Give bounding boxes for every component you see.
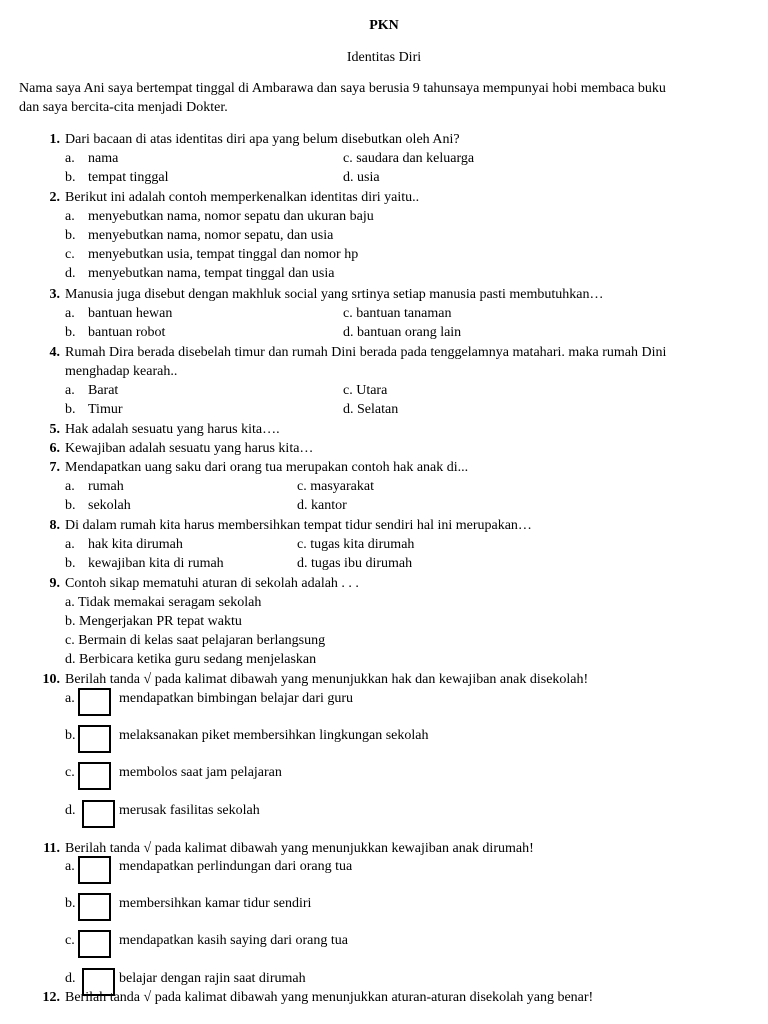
question-11-option-letter-3: d. bbox=[65, 971, 76, 986]
question-number-5: 5. bbox=[49, 422, 60, 437]
question-7-option-0: rumah bbox=[88, 479, 124, 494]
question-number-3: 3. bbox=[49, 287, 60, 302]
question-10-text: Berilah tanda √ pada kalimat dibawah yang menunjukkan hak dan kewajiban anak disekolah! bbox=[65, 672, 589, 687]
question-10-checkbox-0[interactable] bbox=[78, 688, 111, 716]
question-2-option-letter-2: c. bbox=[65, 247, 75, 262]
question-3-option-letter-1: b. bbox=[65, 325, 76, 340]
question-10-option-letter-3: d. bbox=[65, 803, 76, 818]
intro-line-2: dan saya bercita-cita menjadi Dokter. bbox=[19, 100, 228, 115]
question-9-option-3: d. Berbicara ketika guru sedang menjelaskan bbox=[65, 652, 317, 667]
question-11-option-0: mendapatkan perlindungan dari orang tua bbox=[119, 859, 353, 874]
question-8-option-letter-1: b. bbox=[65, 556, 76, 571]
page-title: PKN bbox=[369, 18, 399, 33]
question-4-option-2: c. Utara bbox=[343, 383, 388, 398]
question-3-option-2: c. bantuan tanaman bbox=[343, 306, 452, 321]
question-number-1: 1. bbox=[49, 132, 60, 147]
question-5-text: Hak adalah sesuatu yang harus kita…. bbox=[65, 422, 280, 437]
question-4-text: Rumah Dira berada disebelah timur dan rumah Dini berada pada tenggelamnya matahari. maka rumah Dini bbox=[65, 345, 667, 360]
question-number-10: 10. bbox=[42, 672, 60, 687]
question-3-text: Manusia juga disebut dengan makhluk social yang srtinya setiap manusia pasti membutuhkan… bbox=[65, 287, 604, 302]
question-number-7: 7. bbox=[49, 460, 60, 475]
question-10-option-0: mendapatkan bimbingan belajar dari guru bbox=[119, 691, 354, 706]
question-4-option-letter-0: a. bbox=[65, 383, 75, 398]
question-9-text: Contoh sikap mematuhi aturan di sekolah adalah . . . bbox=[65, 576, 359, 591]
question-7-option-letter-0: a. bbox=[65, 479, 75, 494]
question-11-checkbox-0[interactable] bbox=[78, 856, 111, 884]
question-1-text: Dari bacaan di atas identitas diri apa yang belum disebutkan oleh Ani? bbox=[65, 132, 460, 147]
question-2-option-letter-3: d. bbox=[65, 266, 76, 281]
question-number-4: 4. bbox=[49, 345, 60, 360]
question-11-option-3: belajar dengan rajin saat dirumah bbox=[119, 971, 306, 986]
page-subtitle: Identitas Diri bbox=[346, 50, 422, 65]
question-number-12: 12. bbox=[42, 990, 60, 1005]
question-1-option-letter-1: b. bbox=[65, 170, 76, 185]
question-10-option-3: merusak fasilitas sekolah bbox=[119, 803, 260, 818]
question-2-option-1: menyebutkan nama, nomor sepatu, dan usia bbox=[88, 228, 334, 243]
question-2-option-0: menyebutkan nama, nomor sepatu dan ukuran baju bbox=[88, 209, 374, 224]
question-number-2: 2. bbox=[49, 190, 60, 205]
question-8-option-letter-0: a. bbox=[65, 537, 75, 552]
question-4-option-0: Barat bbox=[88, 383, 119, 398]
question-1-option-1: tempat tinggal bbox=[88, 170, 169, 185]
question-4-text-line-2: menghadap kearah.. bbox=[65, 364, 178, 379]
question-8-text: Di dalam rumah kita harus membersihkan tempat tidur sendiri hal ini merupakan… bbox=[65, 518, 532, 533]
question-7-option-letter-1: b. bbox=[65, 498, 76, 513]
question-number-8: 8. bbox=[49, 518, 60, 533]
question-9-option-0: a. Tidak memakai seragam sekolah bbox=[65, 595, 262, 610]
question-10-option-letter-1: b. bbox=[65, 728, 76, 743]
question-7-option-3: d. kantor bbox=[297, 498, 347, 513]
question-7-option-1: sekolah bbox=[88, 498, 131, 513]
question-9-option-2: c. Bermain di kelas saat pelajaran berlangsung bbox=[65, 633, 326, 648]
question-10-checkbox-2[interactable] bbox=[78, 762, 111, 790]
question-10-option-letter-2: c. bbox=[65, 765, 75, 780]
question-8-option-3: d. tugas ibu dirumah bbox=[297, 556, 413, 571]
question-10-option-1: melaksanakan piket membersihkan lingkungan sekolah bbox=[119, 728, 429, 743]
question-11-checkbox-1[interactable] bbox=[78, 893, 111, 921]
question-2-option-letter-0: a. bbox=[65, 209, 75, 224]
question-4-option-letter-1: b. bbox=[65, 402, 76, 417]
question-8-option-2: c. tugas kita dirumah bbox=[297, 537, 415, 552]
question-11-option-letter-0: a. bbox=[65, 859, 75, 874]
question-8-option-1: kewajiban kita di rumah bbox=[88, 556, 224, 571]
question-10-checkbox-3[interactable] bbox=[82, 800, 115, 828]
question-7-text: Mendapatkan uang saku dari orang tua merupakan contoh hak anak di... bbox=[65, 460, 469, 475]
question-3-option-3: d. bantuan orang lain bbox=[343, 325, 462, 340]
question-1-option-letter-0: a. bbox=[65, 151, 75, 166]
question-1-option-0: nama bbox=[88, 151, 119, 166]
question-3-option-letter-0: a. bbox=[65, 306, 75, 321]
question-11-option-2: mendapatkan kasih saying dari orang tua bbox=[119, 933, 348, 948]
question-8-option-0: hak kita dirumah bbox=[88, 537, 183, 552]
question-3-option-0: bantuan hewan bbox=[88, 306, 173, 321]
question-11-option-letter-1: b. bbox=[65, 896, 76, 911]
question-10-checkbox-1[interactable] bbox=[78, 725, 111, 753]
question-2-text: Berikut ini adalah contoh memperkenalkan identitas diri yaitu.. bbox=[65, 190, 420, 205]
question-2-option-letter-1: b. bbox=[65, 228, 76, 243]
question-10-option-letter-0: a. bbox=[65, 691, 75, 706]
question-11-text: Berilah tanda √ pada kalimat dibawah yang menunjukkan kewajiban anak dirumah! bbox=[65, 841, 534, 856]
question-11-option-1: membersihkan kamar tidur sendiri bbox=[119, 896, 312, 911]
question-number-11: 11. bbox=[43, 841, 60, 856]
question-3-option-1: bantuan robot bbox=[88, 325, 166, 340]
question-1-option-2: c. saudara dan keluarga bbox=[343, 151, 475, 166]
question-7-option-2: c. masyarakat bbox=[297, 479, 374, 494]
question-10-option-2: membolos saat jam pelajaran bbox=[119, 765, 282, 780]
question-12-text: Berilah tanda √ pada kalimat dibawah yang menunjukkan aturan-aturan disekolah yang benar! bbox=[65, 990, 594, 1005]
question-number-9: 9. bbox=[49, 576, 60, 591]
intro-line-1: Nama saya Ani saya bertempat tinggal di Ambarawa dan saya berusia 9 tahunsaya mempunyai hobi membaca buku bbox=[19, 81, 666, 96]
question-4-option-1: Timur bbox=[88, 402, 123, 417]
question-number-6: 6. bbox=[49, 441, 60, 456]
question-2-option-3: menyebutkan nama, tempat tinggal dan usia bbox=[88, 266, 335, 281]
question-11-option-letter-2: c. bbox=[65, 933, 75, 948]
question-2-option-2: menyebutkan usia, tempat tinggal dan nomor hp bbox=[88, 247, 359, 262]
question-4-option-3: d. Selatan bbox=[343, 402, 399, 417]
question-6-text: Kewajiban adalah sesuatu yang harus kita… bbox=[65, 441, 314, 456]
question-11-checkbox-2[interactable] bbox=[78, 930, 111, 958]
question-1-option-3: d. usia bbox=[343, 170, 380, 185]
question-9-option-1: b. Mengerjakan PR tepat waktu bbox=[65, 614, 242, 629]
